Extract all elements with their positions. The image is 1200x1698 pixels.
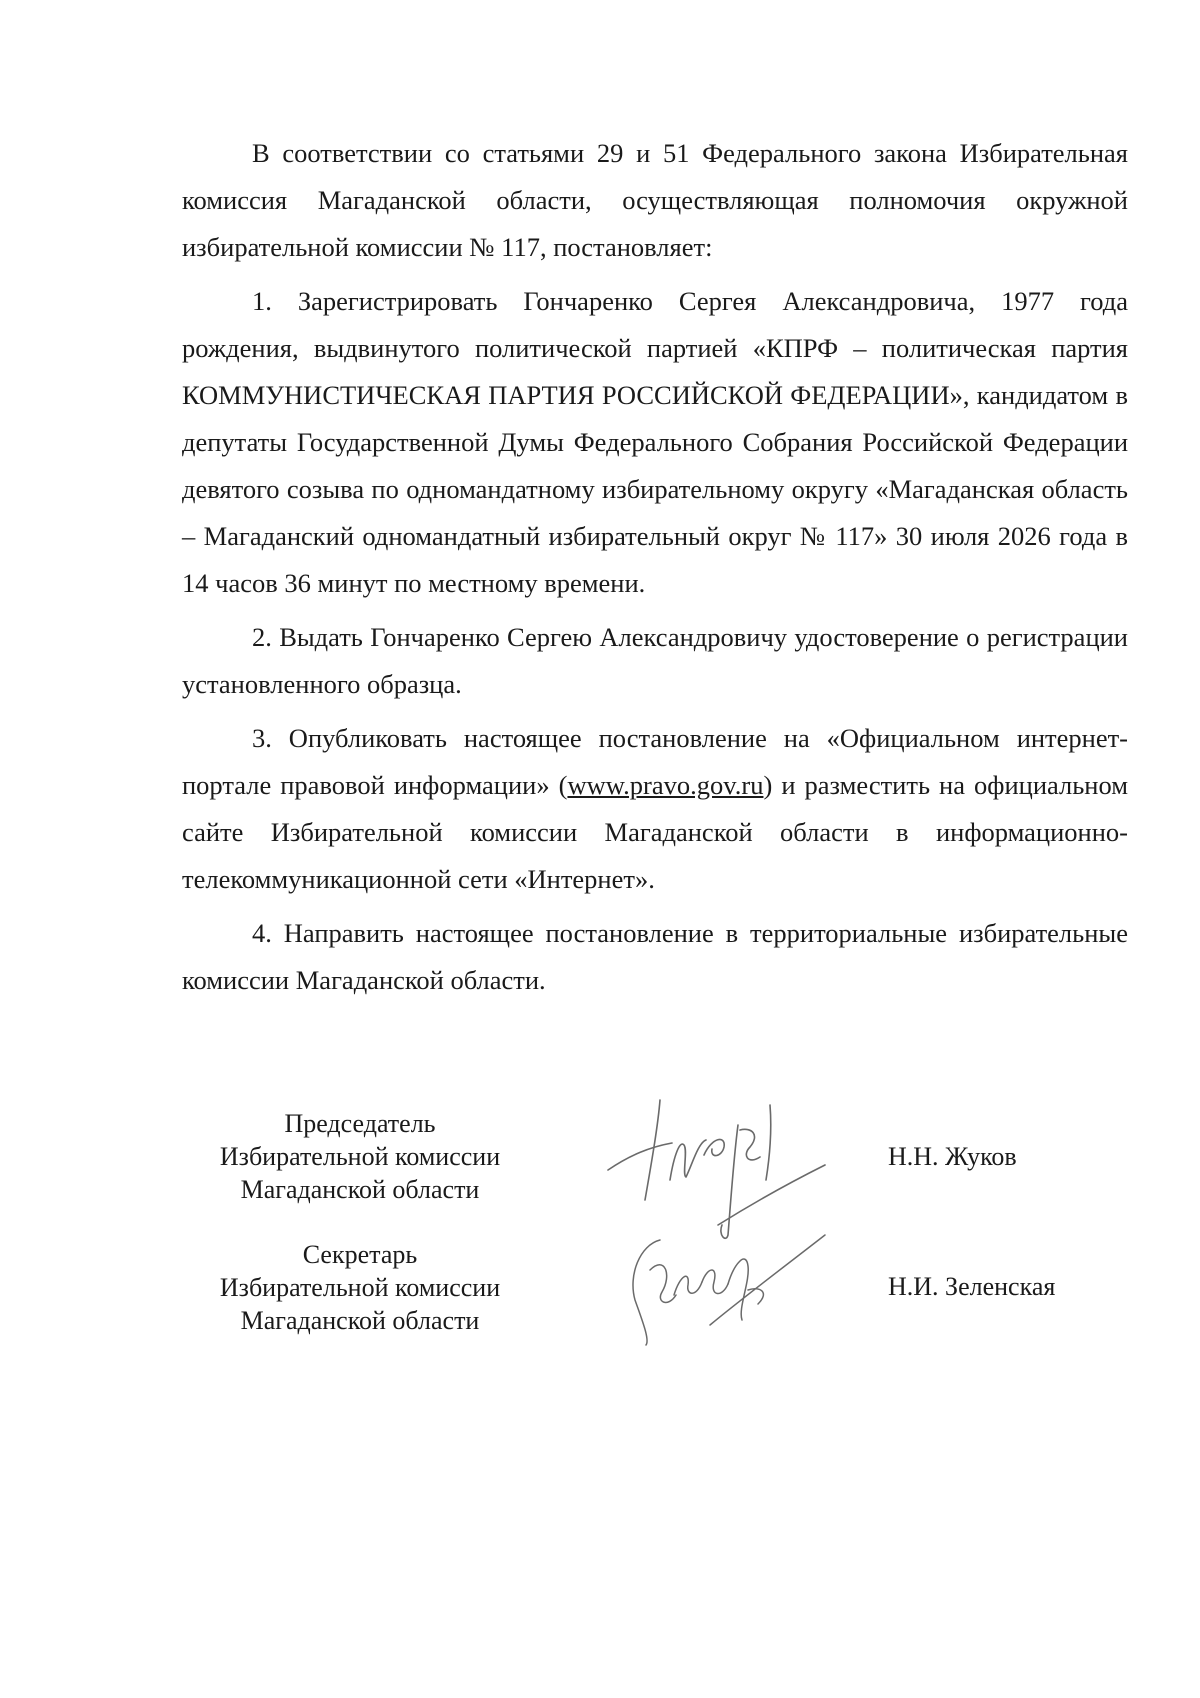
- item-3-text-before: 3. Опубликовать настоящее постановление на «Официальном интернет-портале правовой информации» (: [182, 723, 1128, 800]
- preamble-paragraph: В соответствии со статьями 29 и 51 Федерального закона Избирательная комиссия Магаданской области, осуществляющая полномочия окружной избирательной комиссии № 117, постановляет:: [182, 138, 1128, 262]
- secretary-title-line: Секретарь: [302, 1240, 418, 1269]
- secretary-title: [170, 1238, 550, 1337]
- secretary-title-line: Избирательной комиссии: [219, 1273, 501, 1302]
- chairman-signature: [600, 1085, 840, 1245]
- item-1-paragraph: 1. Зарегистрировать Гончаренко Сергея Александровича, 1977 года рождения, выдвинутого политической партией «КПРФ – политическая партия КОММУНИСТИЧЕСКАЯ ПАРТИЯ РОССИЙСКОЙ ФЕДЕРАЦИИ», кандидатом в депутаты Государственной Думы Федерального Собрания Российской Федерации девятого созыва по одномандатному избирательному округу «Магаданская область – Магаданский одномандатный избирательный округ № 117» 30 июля 2026 года в 14 часов 36 минут по местному времени.: [182, 286, 1128, 598]
- chairman-title-line: Избирательной комиссии: [219, 1142, 501, 1171]
- item-3-text-after: ) и разместить на официальном сайте Избирательной комиссии Магаданской области в информационно-телекоммуникационной сети «Интернет».: [182, 770, 1128, 894]
- secretary-title-line: Магаданской области: [240, 1306, 480, 1335]
- item-3-paragraph: [182, 715, 1128, 903]
- resolution-body: [182, 130, 1128, 1011]
- secretary-signature: [610, 1200, 840, 1350]
- secretary-name: Н.И. Зеленская: [888, 1272, 1056, 1301]
- chairman-name: Н.Н. Жуков: [888, 1142, 1017, 1171]
- chairman-title-line: Магаданской области: [240, 1175, 480, 1204]
- item-2-paragraph: 2. Выдать Гончаренко Сергею Александровичу удостоверение о регистрации установленного образца.: [182, 622, 1128, 699]
- pravo-gov-link[interactable]: www.pravo.gov.ru: [567, 770, 764, 800]
- item-4-paragraph: 4. Направить настоящее постановление в территориальные избирательные комиссии Магаданской области.: [182, 918, 1128, 995]
- chairman-title-line: Председатель: [284, 1109, 436, 1138]
- chairman-title: [170, 1107, 550, 1206]
